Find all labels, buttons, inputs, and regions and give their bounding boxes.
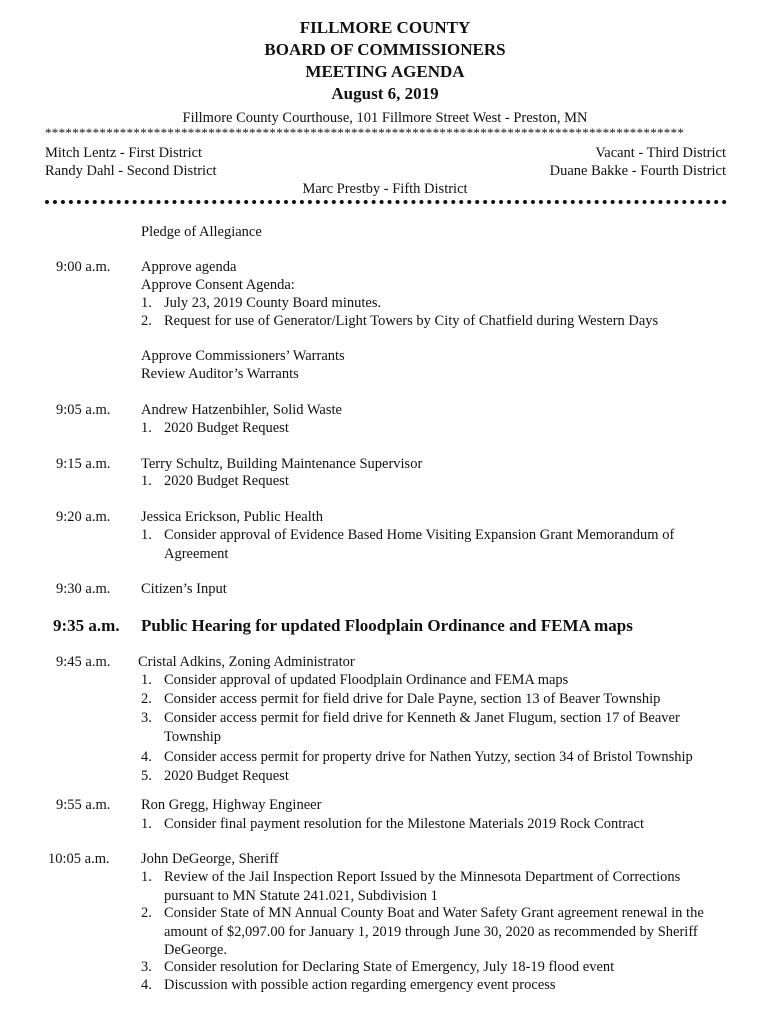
item-number: 1. (141, 816, 152, 832)
time-920: 9:20 a.m. (56, 509, 111, 525)
board-name: BOARD OF COMMISSIONERS (264, 40, 506, 59)
commissioner-fourth-district: Duane Bakke - Fourth District (549, 163, 726, 179)
item-text: Consider resolution for Declaring State of Emergency, July 18-19 flood event (164, 959, 615, 975)
item-number: 3. (141, 710, 152, 726)
county-name: FILLMORE COUNTY (299, 18, 471, 37)
item-number: 1. (141, 869, 152, 885)
item-text: Consider final payment resolution for the Milestone Materials 2019 Rock Contract (164, 816, 645, 832)
item-number: 2. (141, 905, 152, 921)
item-text: Consider access permit for property drive for Nathen Yutzy, section 34 of Bristol Township (164, 749, 693, 765)
item-text: Review of the Jail Inspection Report Issued by the Minnesota Department of Corrections pursuant to MN Statute 241.021, Subdivision 1 (164, 869, 681, 904)
item-number: 4. (141, 977, 152, 993)
agenda-title (0, 17, 770, 105)
list-item (141, 709, 711, 746)
item-text: July 23, 2019 County Board minutes. (164, 295, 382, 311)
commissioners-warrants: Approve Commissioners’ Warrants (141, 348, 345, 364)
list-item (141, 868, 711, 905)
item-number: 3. (141, 959, 152, 975)
list-item (141, 526, 686, 563)
commissioner-first-district: Mitch Lentz - First District (45, 145, 203, 161)
list-item (141, 815, 731, 834)
commissioner-second-district: Randy Dahl - Second District (45, 163, 217, 179)
dotted-divider (45, 200, 727, 204)
item-text: Request for use of Generator/Light Towers by City of Chatfield during Western Days (164, 313, 659, 329)
consent-agenda-heading: Approve Consent Agenda: (141, 277, 295, 293)
item-text: 2020 Budget Request (164, 473, 289, 489)
item-text: Consider access permit for field drive for Kenneth & Janet Flugum, section 17 of Beaver Township (164, 710, 680, 745)
list-item (141, 472, 731, 491)
time-955: 9:55 a.m. (56, 797, 111, 813)
list-item (141, 976, 731, 995)
item-number: 1. (141, 672, 152, 688)
item-text: 2020 Budget Request (164, 420, 289, 436)
item-number: 2. (141, 691, 152, 707)
section-heading: Citizen’s Input (141, 581, 227, 597)
commissioner-fifth-district: Marc Prestby - Fifth District (302, 181, 468, 197)
list-item (141, 767, 731, 786)
item-text: Consider approval of Evidence Based Home Visiting Expansion Grant Memorandum of Agreement (164, 527, 675, 562)
section-heading: Terry Schultz, Building Maintenance Supervisor (141, 456, 423, 472)
item-number: 1. (141, 420, 152, 436)
time-900: 9:00 a.m. (56, 259, 111, 275)
item-number: 1. (141, 473, 152, 489)
time-945: 9:45 a.m. (56, 654, 111, 670)
section-heading: Ron Gregg, Highway Engineer (141, 797, 322, 813)
document-type: MEETING AGENDA (305, 62, 465, 81)
auditors-warrants: Review Auditor’s Warrants (141, 366, 299, 382)
time-1005: 10:05 a.m. (48, 851, 110, 867)
item-text: Consider access permit for field drive for Dale Payne, section 13 of Beaver Township (164, 691, 661, 707)
list-item (141, 671, 731, 690)
item-text: Discussion with possible action regarding emergency event process (164, 977, 556, 993)
meeting-date: August 6, 2019 (331, 84, 439, 103)
item-number: 1. (141, 527, 152, 543)
item-text: 2020 Budget Request (164, 768, 289, 784)
time-915: 9:15 a.m. (56, 456, 111, 472)
time-930: 9:30 a.m. (56, 581, 111, 597)
time-905: 9:05 a.m. (56, 402, 111, 418)
list-item (141, 958, 731, 977)
item-text: Consider approval of updated Floodplain Ordinance and FEMA maps (164, 672, 569, 688)
section-heading: Jessica Erickson, Public Health (141, 509, 324, 525)
public-hearing-heading: Public Hearing for updated Floodplain Ordinance and FEMA maps (141, 616, 633, 635)
item-text: Consider State of MN Annual County Boat and Water Safety Grant agreement renewal in the amount of $2,097.00 for January 1, 2019 through June 30, 2020 as recommended by Sheriff DeGeorge. (164, 905, 704, 958)
item-number: 2. (141, 313, 152, 329)
commissioner-third-district: Vacant - Third District (595, 145, 726, 161)
list-item (141, 294, 731, 313)
item-number: 5. (141, 768, 152, 784)
section-heading: Cristal Adkins, Zoning Administrator (138, 654, 355, 670)
time-935: 9:35 a.m. (53, 616, 120, 635)
list-item (141, 419, 731, 438)
meeting-location: Fillmore County Courthouse, 101 Fillmore Street West - Preston, MN (182, 110, 588, 126)
section-heading: Andrew Hatzenbihler, Solid Waste (141, 402, 342, 418)
list-item (141, 748, 731, 767)
item-number: 4. (141, 749, 152, 765)
list-item (141, 690, 731, 709)
approve-agenda: Approve agenda (141, 259, 237, 275)
list-item (141, 312, 731, 331)
pledge-of-allegiance: Pledge of Allegiance (141, 224, 262, 240)
item-number: 1. (141, 295, 152, 311)
star-separator: ********************************************************************************************** (45, 125, 685, 140)
section-heading: John DeGeorge, Sheriff (141, 851, 279, 867)
list-item (141, 904, 711, 960)
